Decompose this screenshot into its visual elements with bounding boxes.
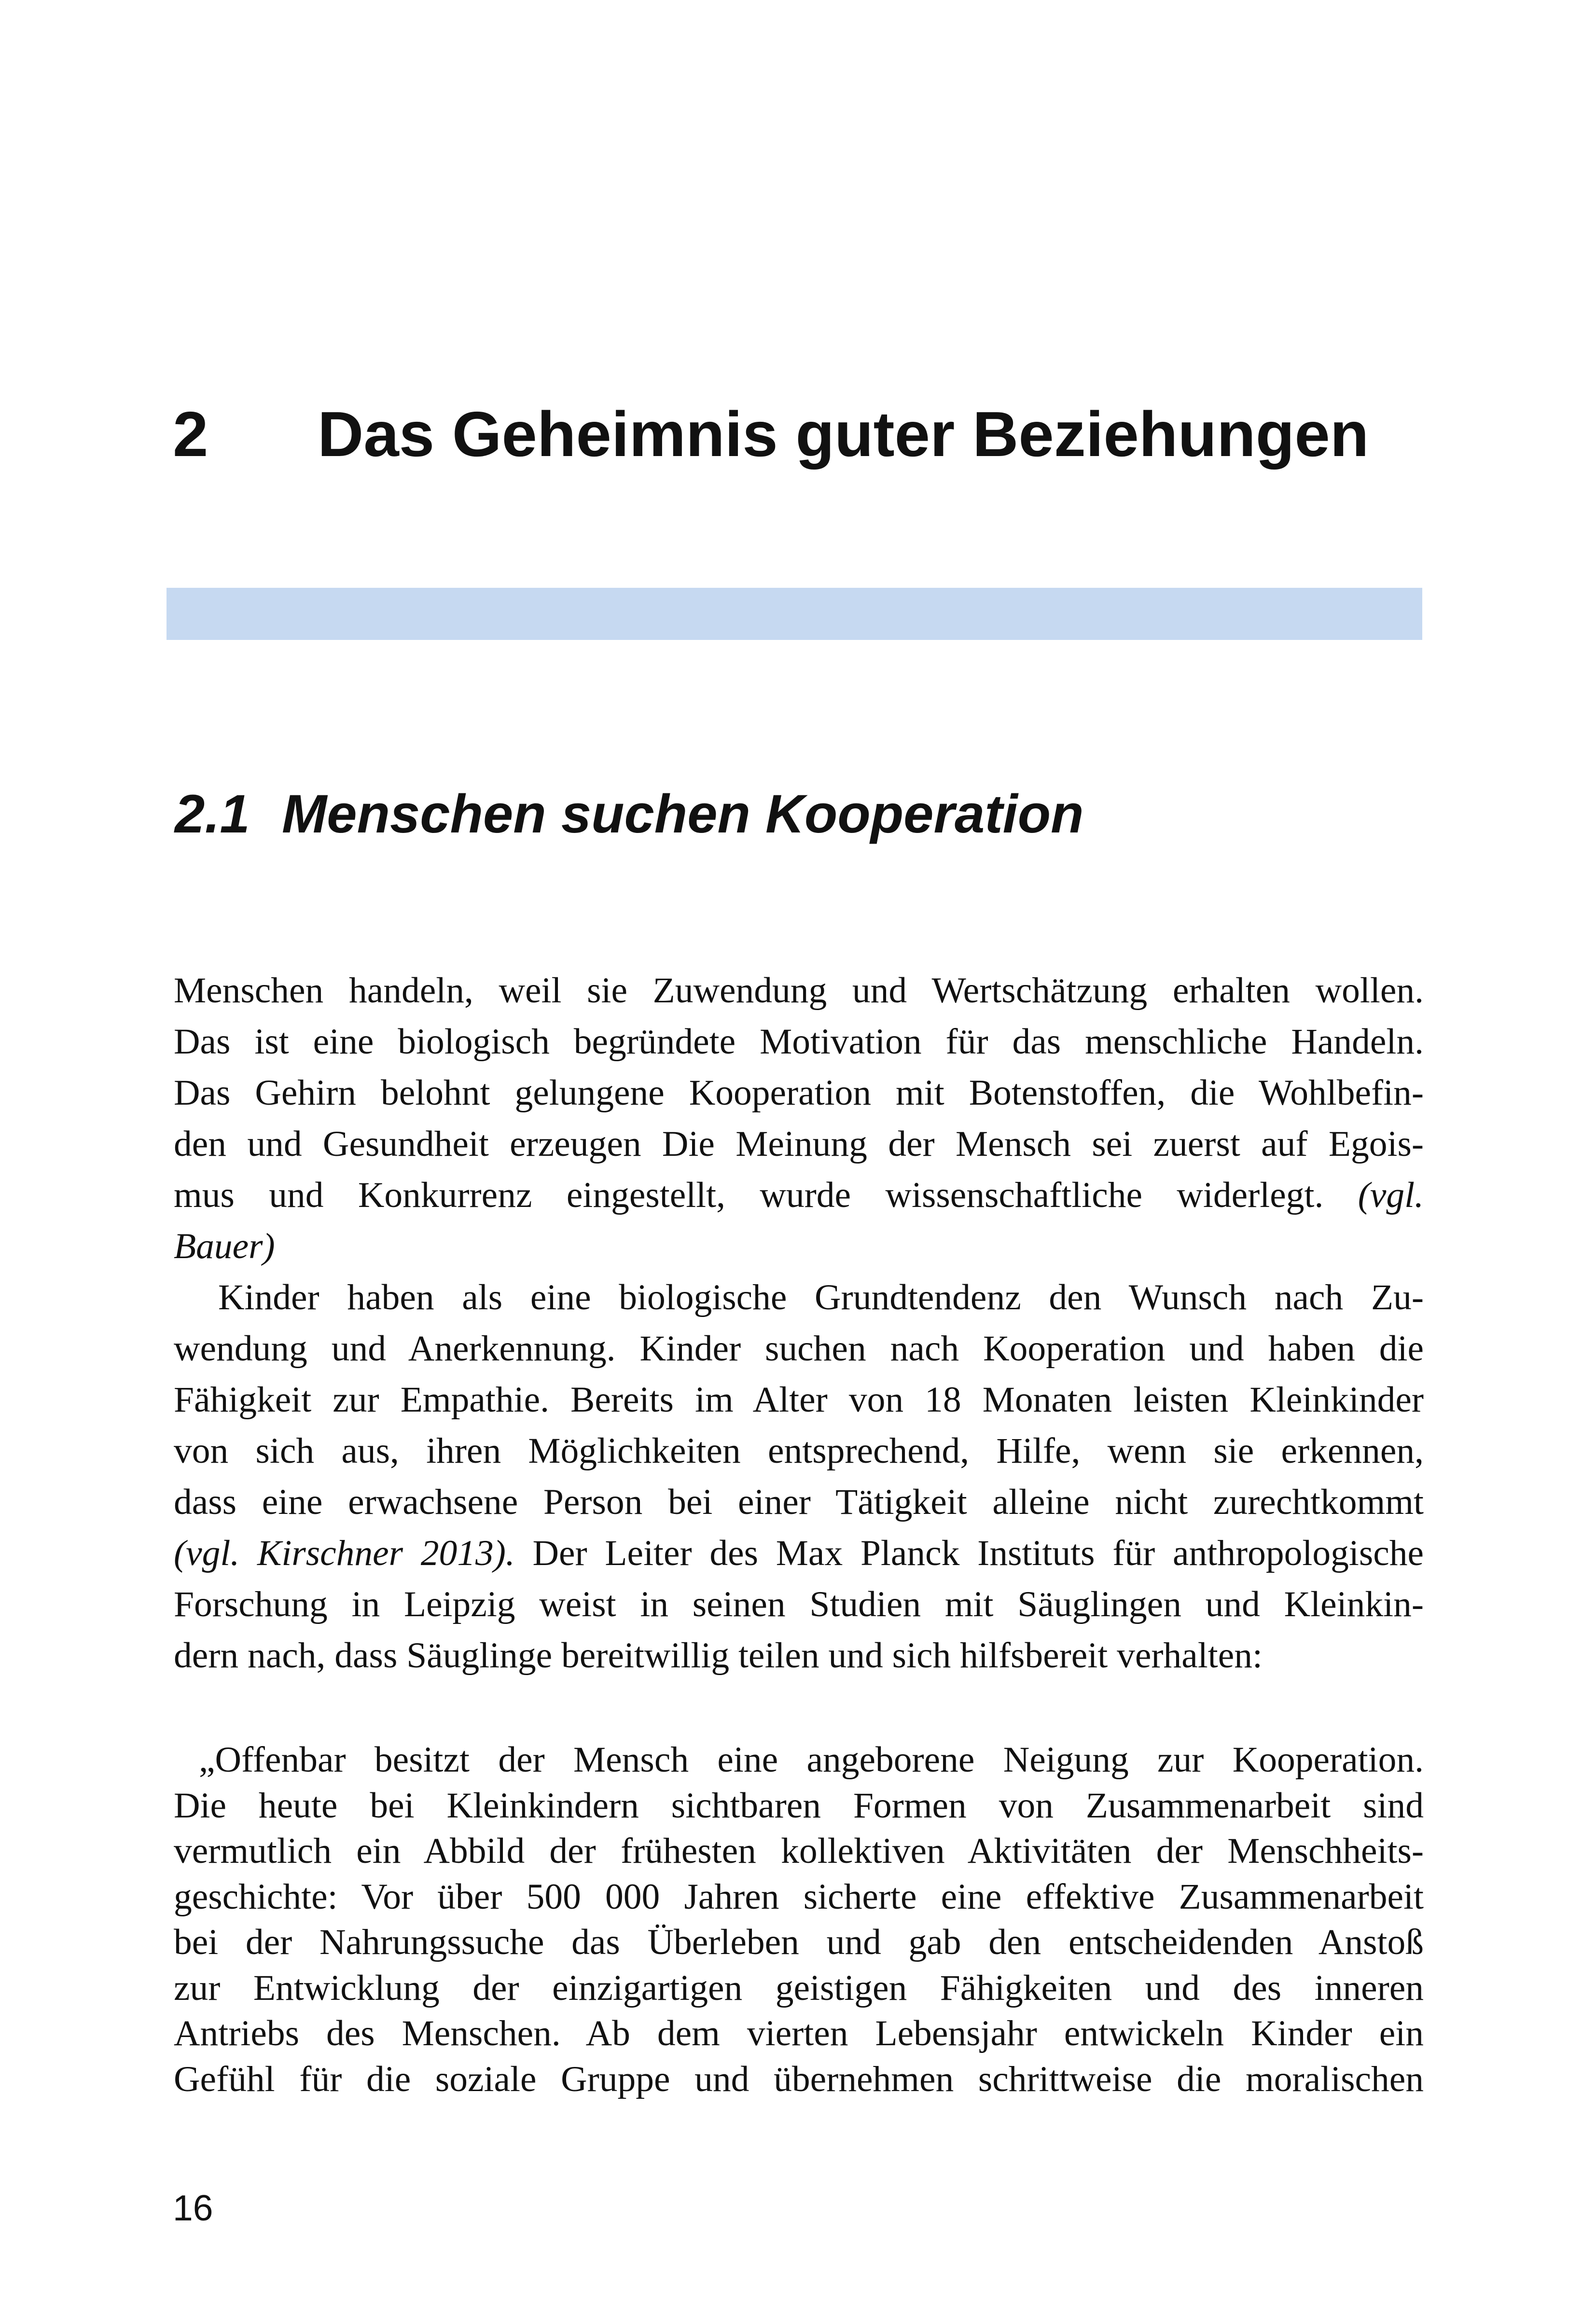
page-number: 16 (173, 2188, 213, 2228)
text-line: dern nach, dass Säuglinge bereitwillig teilen und sich hilfsbereit verhalten: (174, 1636, 1263, 1676)
section-heading (175, 780, 1429, 848)
text-line: dass eine erwachsene Person bei einer Tätigkeit alleine nicht zurechtkommt (174, 1482, 1424, 1522)
chapter-accent-bar (167, 588, 1422, 640)
quote-line: bei der Nahrungssuche das Überleben und gab den entscheidenden Anstoß (174, 1922, 1424, 1962)
text-line: wendung und Anerkennung. Kinder suchen nach Kooperation und haben die (174, 1329, 1424, 1369)
chapter-number: 2 (173, 399, 208, 470)
text-line (174, 1528, 1424, 1579)
text-line: Menschen handeln, weil sie Zuwendung und Wertschätzung erhalten wollen. (174, 970, 1424, 1011)
line-text: mus und Konkurrenz eingestellt, wurde wissenschaftliche widerlegt. (174, 1175, 1324, 1215)
quote-line: Antriebs des Menschen. Ab dem vierten Lebensjahr entwickeln Kinder ein (174, 2013, 1424, 2053)
text-line: von sich aus, ihren Möglichkeiten entsprechend, Hilfe, wenn sie erkennen, (174, 1431, 1424, 1471)
line-text: Der Leiter des Max Planck Instituts für anthropologische (532, 1533, 1424, 1573)
text-line: Fähigkeit zur Empathie. Bereits im Alter von 18 Monaten leisten Kleinkinder (174, 1380, 1424, 1420)
block-quote (174, 1737, 1424, 2102)
paragraph-1 (174, 965, 1424, 1272)
text-line: Kinder haben als eine biologische Grundtendenz den Wunsch nach Zu- (218, 1277, 1424, 1317)
quote-line: „Offenbar besitzt der Mensch eine angeborene Neigung zur Kooperation. (199, 1740, 1424, 1780)
chapter-title: Das Geheimnis guter Beziehungen (318, 399, 1369, 470)
citation: (vgl. (1358, 1175, 1424, 1215)
quote-line: Gefühl für die soziale Gruppe und übernehmen schrittweise die moralischen (174, 2059, 1424, 2099)
quote-line: zur Entwicklung der einzigartigen geistigen Fähigkeiten und des inneren (174, 1968, 1424, 2008)
chapter-heading (173, 396, 1428, 473)
quote-line: geschichte: Vor über 500 000 Jahren sicherte eine effektive Zusammenarbeit (174, 1876, 1424, 1917)
text-line: Das ist eine biologisch begründete Motivation für das menschliche Handeln. (174, 1022, 1424, 1062)
text-line: den und Gesundheit erzeugen Die Meinung der Mensch sei zuerst auf Egois- (174, 1124, 1424, 1164)
text-line (174, 1170, 1424, 1221)
text-line: Das Gehirn belohnt gelungene Kooperation mit Botenstoffen, die Wohlbefin- (174, 1073, 1424, 1113)
section-title: Menschen suchen Kooperation (282, 784, 1084, 844)
text-line: Forschung in Leipzig weist in seinen Studien mit Säuglingen und Kleinkin- (174, 1584, 1424, 1624)
quote-line: Die heute bei Kleinkindern sichtbaren Formen von Zusammenarbeit sind (174, 1785, 1424, 1826)
section-number: 2.1 (175, 784, 250, 844)
paragraph-2 (174, 1272, 1424, 1681)
quote-line: vermutlich ein Abbild der frühesten kollektiven Aktivitäten der Menschheits- (174, 1831, 1424, 1871)
citation: (vgl. Kirschner 2013). (174, 1533, 515, 1573)
citation-line: Bauer) (174, 1226, 275, 1266)
